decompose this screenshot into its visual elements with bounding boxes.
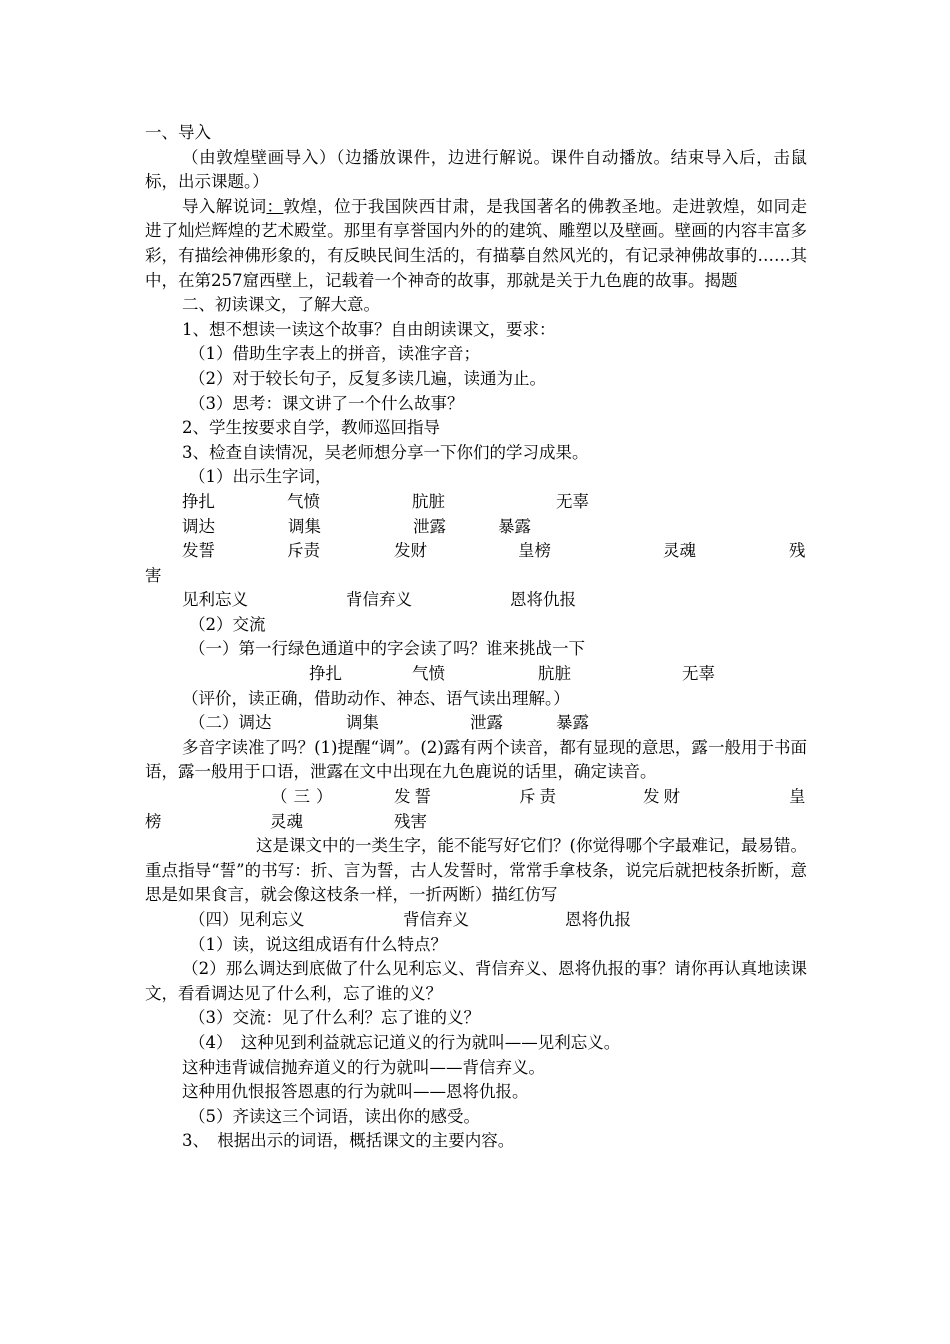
document-body	[145, 121, 807, 1154]
word: 灵魂	[270, 811, 303, 831]
words-row-1	[145, 490, 807, 515]
step-3-summary: 3、 根据出示的词语，概括课文的主要内容。	[182, 1131, 515, 1151]
intro-note: （由敦煌壁画导入）（边播放课件，边进行解说。课件自动播放。结束导入后，击鼠标，出示课题。）	[145, 147, 807, 192]
exchange-label: （2）交流	[189, 614, 266, 634]
narration-label: 导入解说词	[182, 196, 267, 216]
word: 皇榜	[518, 541, 551, 561]
show-words: （1）出示生字词，	[189, 467, 332, 487]
word: 泄露	[470, 713, 503, 733]
word: 残	[789, 541, 806, 561]
word: 斥责	[287, 541, 320, 561]
word: 调集	[288, 516, 321, 536]
part-1-question: （一）第一行绿色通道中的字会读了吗？谁来挑战一下	[189, 639, 585, 659]
word: 无辜	[682, 664, 715, 684]
words-row-2	[145, 515, 807, 540]
part-3-label: （三）	[271, 787, 339, 807]
word: 榜	[145, 811, 162, 831]
word: 皇	[789, 787, 806, 807]
word: 斥责	[519, 787, 560, 807]
heading-intro: 一、导入	[145, 123, 211, 142]
step-2: 2、学生按要求自学，教师巡回指导	[182, 418, 440, 438]
polyphone-paragraph: 多音字读准了吗？(1)提醒“调”。(2)露有两个读音，都有显现的意思，露一般用于书面语，露一般用于口语，泄露在文中出现在九色鹿说的话里，确定读音。	[145, 737, 807, 782]
question-5: （5）齐读这三个词语，读出你的感受。	[189, 1106, 480, 1126]
word: 气愤	[412, 664, 445, 684]
word: 背信弃义	[403, 910, 469, 929]
word: 发誓	[394, 787, 435, 807]
narration-text: 敦煌，位于我国陕西甘肃，是我国著名的佛教圣地。走进敦煌，如同走进了灿烂辉煌的艺术殿堂。那里有享誉国内外的的建筑、雕塑以及壁画。壁画的内容丰富多彩，有描绘神佛形象的，有反映民间生活的，有描摹自然风光的，有记录神佛故事的……其中，在第257窟西壁上，记载着一个神奇的故事，那就是关于九色鹿的故事。揭题	[145, 196, 808, 290]
part-2-label: （二）调达	[189, 713, 272, 733]
word: 发财	[643, 787, 684, 807]
word: 见利忘义	[182, 590, 248, 610]
part-3-paragraph: 这是课文中的一类生字，能不能写好它们？(你觉得哪个字最难记，最易错。重点指导“誓”的书写：折、言为誓，古人发誓时，常常手拿枝条，说完后就把枝条折断，意思是如果食言，就会像这枝条一样，一折两断）描红仿写	[145, 836, 807, 905]
requirement-2: （2）对于较长句子，反复多读几遍，读通为止。	[189, 368, 546, 388]
word: 发财	[394, 541, 427, 561]
word: 恩将仇报	[510, 590, 576, 610]
word: 残害	[394, 811, 427, 831]
word: 肮脏	[538, 664, 571, 684]
word: 调集	[346, 713, 379, 733]
word: 挣扎	[309, 664, 342, 684]
word: 无辜	[556, 491, 589, 511]
word: 发誓	[182, 541, 215, 561]
requirement-3: （3）思考：课文讲了一个什么故事？	[189, 393, 464, 413]
word: 气愤	[287, 491, 320, 511]
part-1-words	[145, 662, 807, 687]
word: 灵魂	[663, 541, 696, 561]
word: 暴露	[556, 713, 589, 733]
word: 恩将仇报	[565, 910, 631, 929]
step-3: 3、检查自读情况，吴老师想分享一下你们的学习成果。	[182, 442, 589, 462]
question-1: （1）读，说这组成语有什么特点？	[189, 934, 447, 954]
part-4-label: （四）见利忘义	[189, 910, 305, 929]
line-betray: 这种违背诚信抛弃道义的行为就叫——背信弃义。	[182, 1057, 545, 1077]
heading-first-reading: 二、初读课文，了解大意。	[182, 295, 380, 315]
word: 挣扎	[182, 491, 215, 511]
words-row-4	[145, 588, 807, 613]
requirement-1: （1）借助生字表上的拼音，读准字音；	[189, 344, 480, 364]
line-ingratitude: 这种用仇恨报答恩惠的行为就叫——恩将仇报。	[182, 1082, 529, 1102]
part-3-lines	[145, 785, 807, 834]
question-2: （2）那么调达到底做了什么见利忘义、背信弃义、恩将仇报的事？请你再认真地读课文，看看调达见了什么利，忘了谁的义？	[145, 959, 807, 1003]
question-3: （3）交流：见了什么利？忘了谁的义？	[189, 1008, 480, 1028]
word: 肮脏	[412, 491, 445, 511]
part-4-line	[145, 908, 807, 933]
part-1-evaluation: （评价，读正确，借助动作、神态、语气读出理解。）	[182, 688, 570, 708]
step-1: 1、想不想读一读这个故事？自由朗读课文，要求：	[182, 319, 556, 339]
narration-paragraph	[145, 195, 807, 293]
word: 泄露	[413, 516, 446, 536]
word: 背信弃义	[346, 590, 412, 610]
word: 暴露	[498, 516, 531, 536]
words-row-3	[145, 539, 807, 588]
word: 害	[145, 565, 162, 585]
word: 调达	[182, 516, 215, 536]
question-4: （4） 这种见到利益就忘记道义的行为就叫——见利忘义。	[189, 1032, 621, 1052]
part-2-line	[145, 711, 807, 736]
narration-colon: ：	[266, 196, 284, 216]
